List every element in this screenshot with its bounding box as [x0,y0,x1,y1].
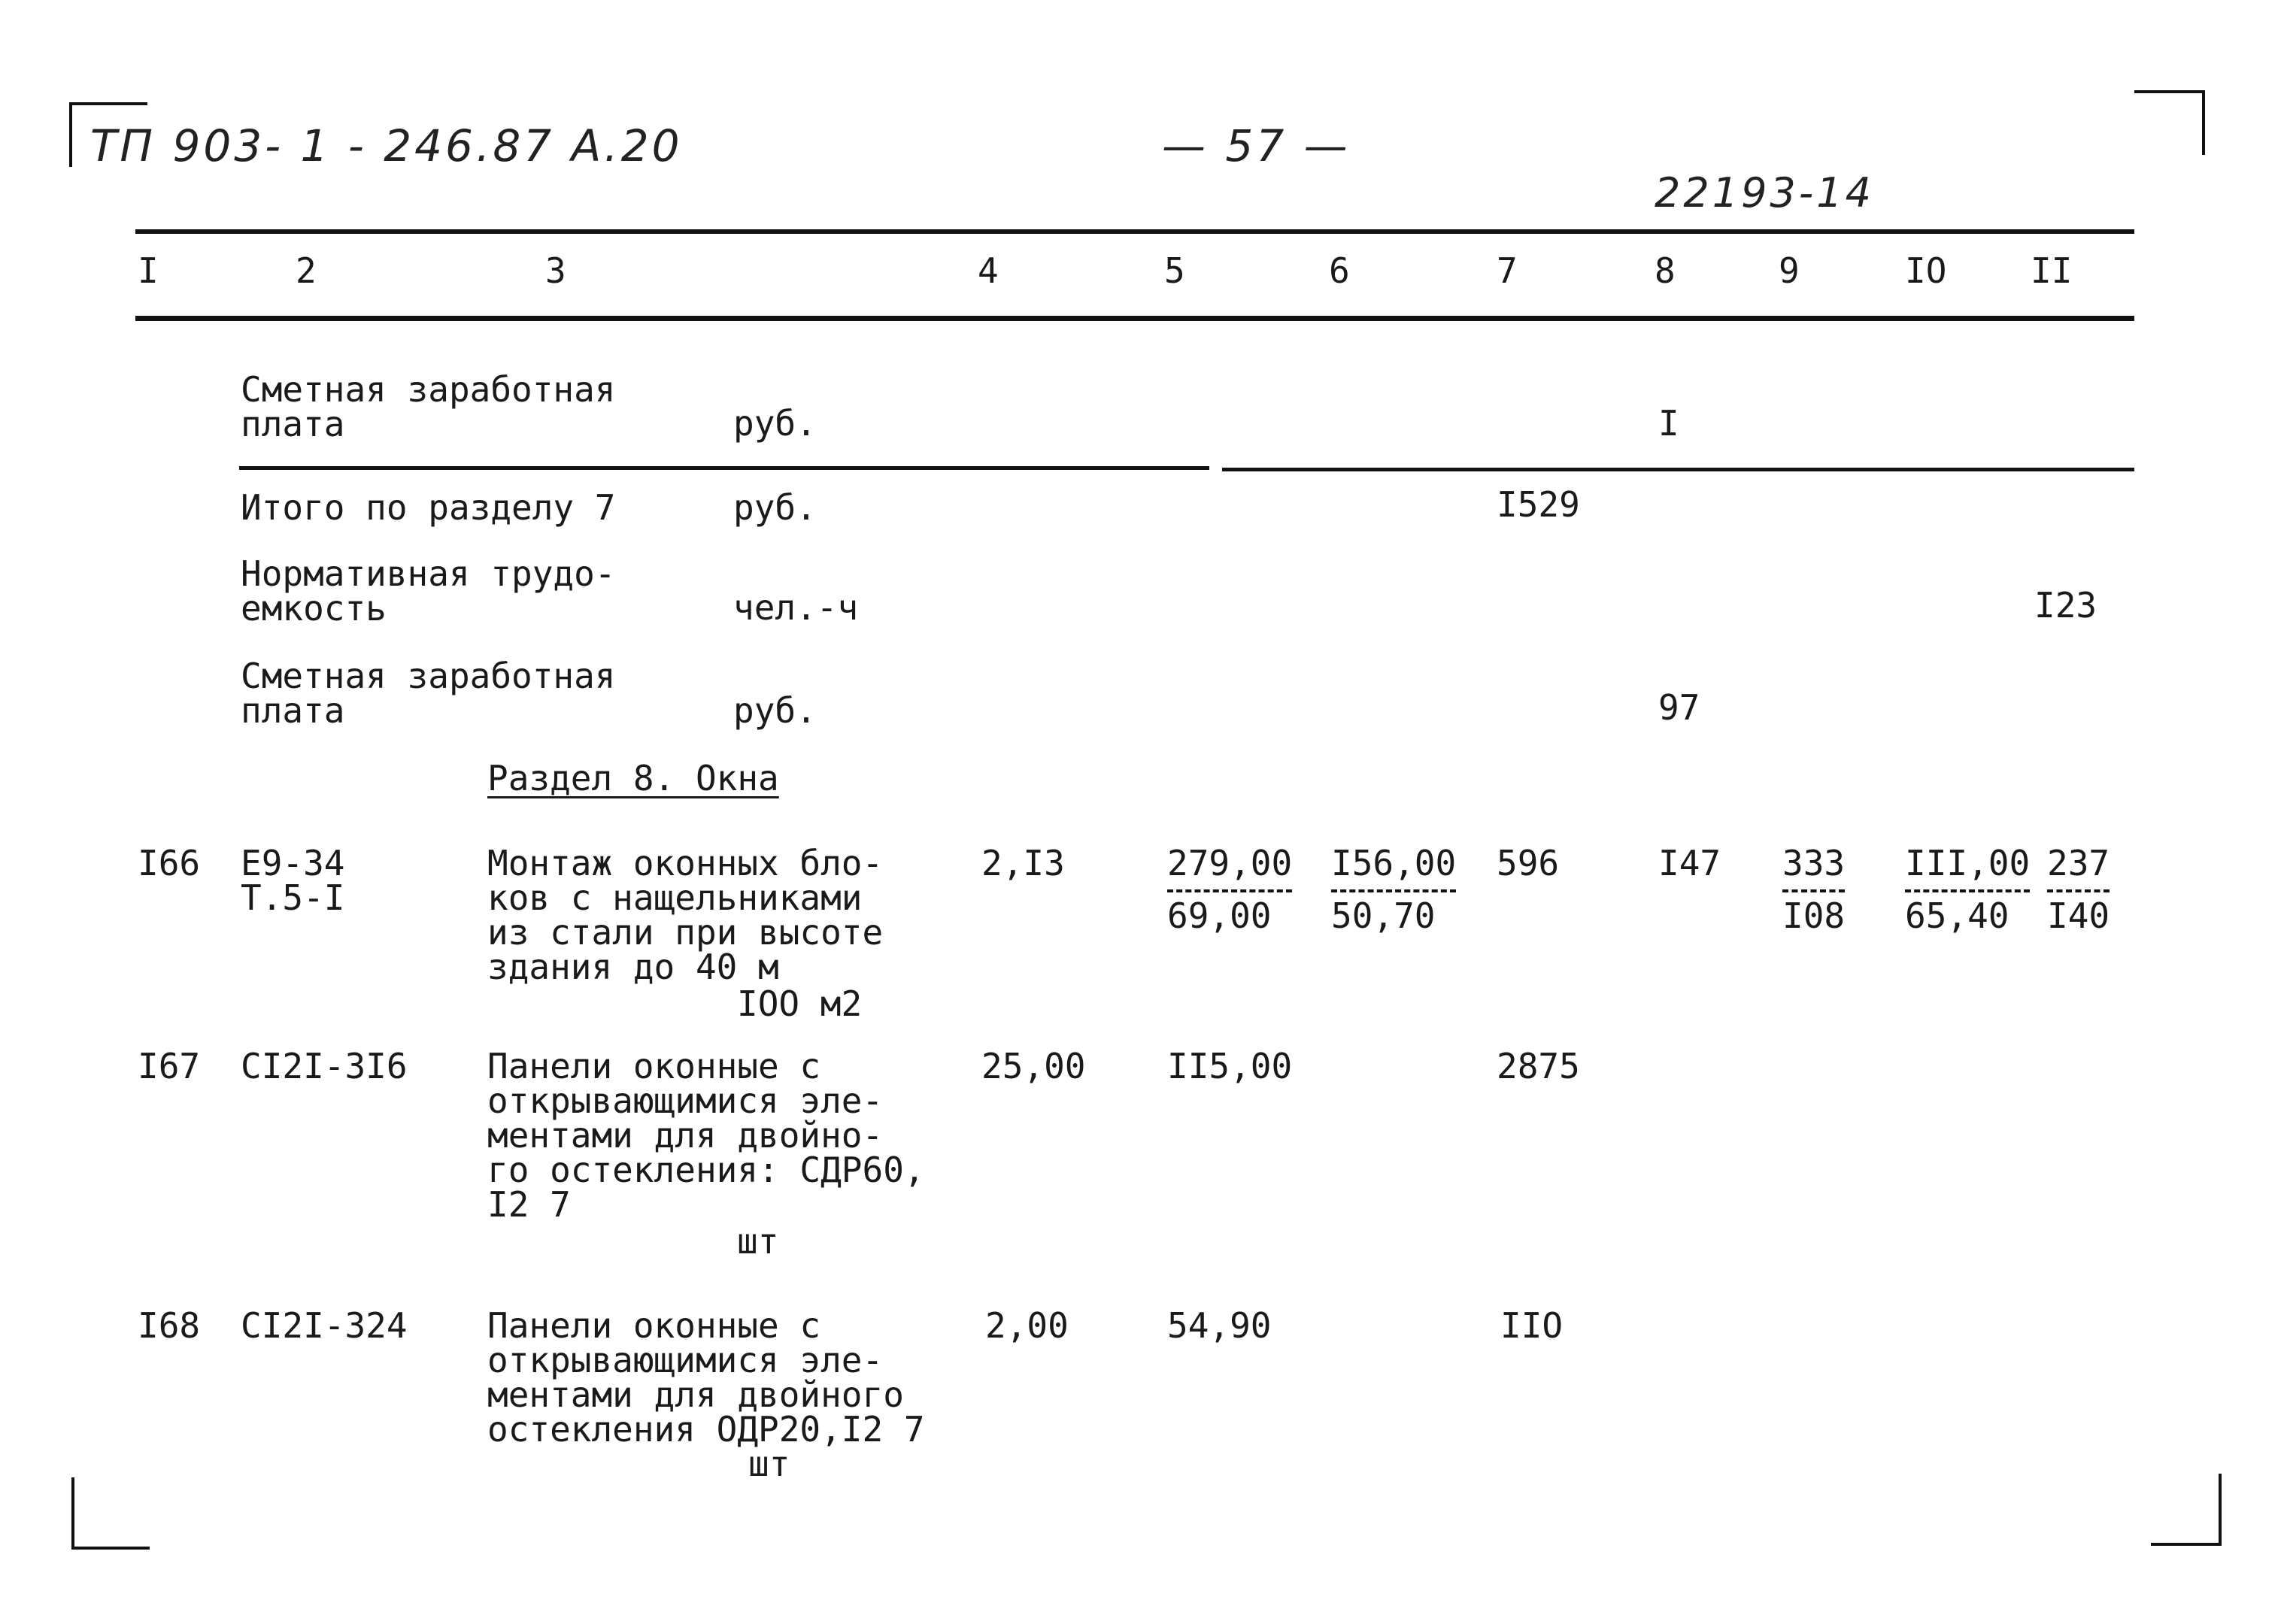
row-col8: I [1658,403,1679,444]
column-header-1: I [138,250,159,291]
section-rule-right [1222,468,2134,471]
total-name: Сметная заработная плата [241,656,616,731]
corner-mark-top-right [2134,90,2205,155]
total-col11: I23 [2034,585,2097,626]
col10-denominator: 65,40 [1905,895,2009,936]
item-col6-fraction [1331,843,1457,936]
item-code: Е9-34 Т.5-I [241,843,345,918]
item-number: I66 [138,843,201,883]
item-unit: IOO м2 [737,983,863,1024]
column-header-9: 9 [1779,250,1800,291]
document-code: ТП 903- 1 - 246.87 А.20 [90,120,683,171]
col11-numerator: 237 [2047,843,2110,883]
item-col5-fraction [1167,843,1293,936]
col5-numerator: 279,00 [1167,843,1293,883]
total-name: Итого по разделу 7 [241,487,616,528]
item-number: I67 [138,1046,201,1086]
item-code: CI2I-3I6 [241,1046,408,1086]
item-description: Панели оконные с открывающимися эле- ментами для двойно- го остекления: СДР60, I2 7 [487,1046,925,1225]
col11-denominator: I40 [2047,895,2110,936]
item-col10-fraction [1905,843,2031,936]
archive-number: 22193-14 [1655,169,1874,217]
column-header-2: 2 [296,250,317,291]
total-unit: руб. [733,487,817,528]
item-col7: 2875 [1497,1046,1580,1086]
item-col4: 2,I3 [981,843,1065,883]
section-title: Раздел 8. Окна [487,758,779,798]
col6-numerator: I56,00 [1331,843,1457,883]
column-header-5: 5 [1164,250,1185,291]
item-description: Панели оконные с открывающимися эле- ментами для двойного остекления ОДР20,I2 7 [487,1305,925,1450]
column-header-3: 3 [545,250,566,291]
item-col8: I47 [1658,843,1721,883]
column-header-8: 8 [1655,250,1676,291]
total-col7: I529 [1497,484,1580,525]
total-unit: руб. [733,690,817,731]
row-unit: руб. [733,403,817,444]
col9-numerator: 333 [1782,843,1846,883]
header-rule-bottom [135,316,2134,321]
col5-denominator: 69,00 [1167,895,1272,936]
item-col11-fraction [2047,843,2110,936]
total-unit: чел.-ч [733,587,859,628]
item-col5: 54,90 [1167,1305,1272,1346]
item-col7: IIO [1500,1305,1564,1346]
corner-mark-bottom-right [2151,1474,2222,1546]
item-description: Монтаж оконных бло- ков с нащельниками из стали при высоте здания до 40 м [487,843,884,987]
col9-denominator: I08 [1782,895,1846,936]
item-col4: 25,00 [981,1046,1086,1086]
item-col4: 2,00 [985,1305,1069,1346]
column-header-6: 6 [1329,250,1350,291]
item-col5: II5,00 [1167,1046,1293,1086]
item-unit: шт [748,1444,790,1484]
column-header-10: IO [1905,250,1947,291]
section-rule-left [239,466,1209,470]
col6-denominator: 50,70 [1331,895,1436,936]
item-col7: 596 [1497,843,1560,883]
item-number: I68 [138,1305,201,1346]
total-col8: 97 [1658,687,1700,728]
item-code: CI2I-324 [241,1305,408,1346]
row-name: Сметная заработная плата [241,369,616,444]
header-rule-top [135,229,2134,234]
column-header-4: 4 [978,250,999,291]
col10-numerator: III,00 [1905,843,2031,883]
column-header-7: 7 [1497,250,1518,291]
column-header-11: II [2031,250,2073,291]
item-unit: шт [737,1221,779,1262]
total-name: Нормативная трудо- емкость [241,553,616,629]
item-col9-fraction [1782,843,1846,936]
page-number: — 57 — [1162,120,1351,171]
corner-mark-bottom-left [71,1477,150,1550]
